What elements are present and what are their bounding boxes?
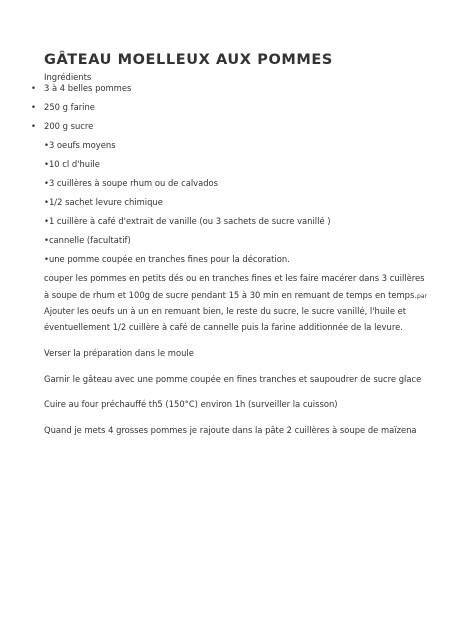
ingredient-line: •cannelle (facultatif) [44, 235, 131, 245]
ingredient-line: •1/2 sachet levure chimique [44, 197, 163, 207]
recipe-title: GÂTEAU MOELLEUX AUX POMMES [44, 52, 333, 68]
bullet-marker: • [31, 83, 36, 93]
ingredient-text: 250 g farine [44, 102, 95, 112]
step-line: Verser la préparation dans le moule [44, 348, 194, 358]
instruction-tail: par [417, 293, 427, 300]
ingredient-line: •une pomme coupée en tranches fines pour la décoration. [44, 254, 290, 264]
bullet-marker: • [31, 121, 36, 131]
ingredient-line: •1 cuillère à café d'extrait de vanille (ou 3 sachets de sucre vanillé ) [44, 216, 331, 226]
step-line: Quand je mets 4 grosses pommes je rajoute dans la pâte 2 cuillères à soupe de maïzena [44, 425, 417, 435]
ingredient-line: •10 cl d'huile [44, 159, 100, 169]
instruction-line: Ajouter les oeufs un à un en remuant bien, le reste du sucre, le sucre vanillé, l'huile et [44, 306, 407, 316]
ingredient-text: 3 à 4 belles pommes [44, 83, 132, 93]
ingredients-heading: Ingrédients [44, 72, 92, 82]
ingredient-text: 200 g sucre [44, 121, 94, 131]
instruction-line: éventuellement 1/2 cuillère à café de cannelle puis la farine additionnée de la levure. [44, 322, 403, 332]
step-line: Garnir le gâteau avec une pomme coupée en fines tranches et saupoudrer de sucre glace [44, 374, 422, 384]
instruction-line [44, 290, 427, 300]
ingredient-line: •3 cuillères à soupe rhum ou de calvados [44, 178, 219, 188]
bullet-marker: • [31, 102, 36, 112]
instruction-line: couper les pommes en petits dés ou en tranches fines et les faire macérer dans 3 cuillères [44, 273, 425, 283]
ingredient-line: •3 oeufs moyens [44, 140, 116, 150]
instruction-text: à soupe de rhum et 100g de sucre pendant 15 à 30 min en remuant de temps en temps. [44, 290, 418, 300]
step-line: Cuire au four préchauffé th5 (150°C) environ 1h (surveiller la cuisson) [44, 399, 338, 409]
